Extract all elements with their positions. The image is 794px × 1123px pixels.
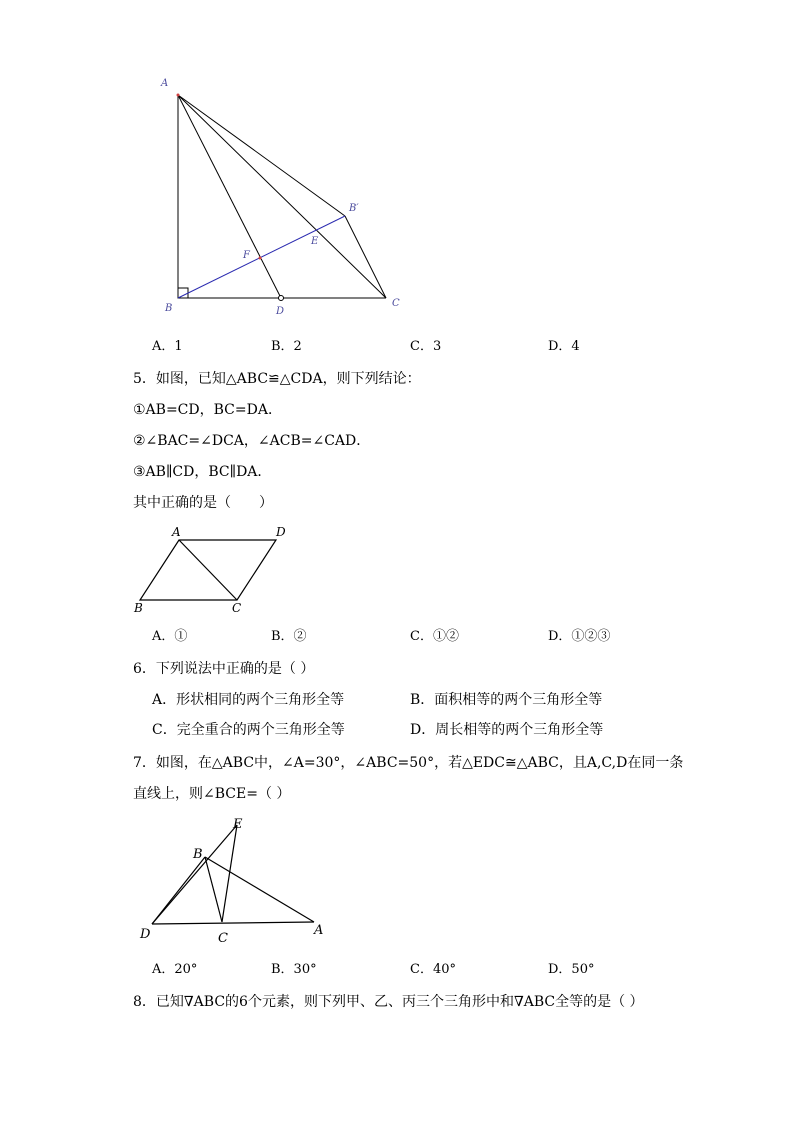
q7-stem-line-1: 7．如图，在△ABC中，∠A=30°，∠ABC=50°，若△EDC≅△ABC，且A,C,D在同一条 [133, 755, 684, 771]
label-B: B [165, 303, 173, 314]
q7-option-b: B．30° [271, 962, 317, 977]
q7-label-A: A [314, 923, 324, 938]
q7-label-C: C [218, 931, 228, 946]
q7-stem-line-2: 直线上，则∠BCE=（ ） [133, 786, 291, 802]
q4-option-a: A．1 [152, 339, 183, 354]
label-Bprime: B′ [349, 203, 359, 214]
q5-item-3: ③AB∥CD，BC∥DA． [133, 464, 272, 480]
q7-option-c: C．40° [410, 962, 456, 977]
q5-option-a: A．① [152, 629, 188, 644]
q5-label-D: D [276, 525, 286, 539]
q5-label-A: A [172, 525, 181, 539]
label-A: A [161, 78, 169, 89]
q6-option-a: A．形状相同的两个三角形全等 [152, 692, 345, 708]
label-E: E [311, 236, 319, 247]
q5-stem: 5．如图，已知△ABC≌△CDA，则下列结论： [133, 371, 421, 387]
q6-stem: 6．下列说法中正确的是（ ） [133, 661, 315, 677]
q6-option-c: C．完全重合的两个三角形全等 [152, 722, 345, 738]
q8-stem: 8．已知∇ABC的6个元素，则下列甲、乙、丙三个三角形中和∇ABC全等的是（ ） [133, 994, 644, 1010]
label-D: D [276, 306, 285, 317]
figure-q5 [0, 520, 794, 620]
figure-q4 [0, 0, 794, 340]
q5-option-b: B．② [271, 629, 307, 644]
q7-option-a: A．20° [152, 962, 198, 977]
q5-label-C: C [232, 601, 242, 615]
label-C: C [392, 298, 400, 309]
q5-item-2: ②∠BAC=∠DCA，∠ACB=∠CAD． [133, 433, 371, 449]
q5-option-c: C．①② [410, 629, 459, 644]
q7-option-d: D．50° [548, 962, 595, 977]
q5-label-B: B [134, 601, 143, 615]
q7-label-D: D [140, 927, 151, 942]
q7-label-B: B [193, 847, 203, 862]
label-F: F [243, 250, 250, 261]
q5-option-d: D．①②③ [548, 629, 611, 644]
q4-option-b: B．2 [271, 339, 302, 354]
q4-option-d: D．4 [548, 339, 580, 354]
q4-option-c: C．3 [410, 339, 442, 354]
q6-option-d: D．周长相等的两个三角形全等 [410, 722, 604, 738]
figure-q7 [0, 810, 794, 950]
q5-ask: 其中正确的是（ ） [133, 495, 273, 511]
q5-item-1: ①AB=CD，BC=DA． [133, 402, 282, 418]
q6-option-b: B．面积相等的两个三角形全等 [410, 692, 603, 708]
q7-label-E: E [233, 817, 243, 832]
